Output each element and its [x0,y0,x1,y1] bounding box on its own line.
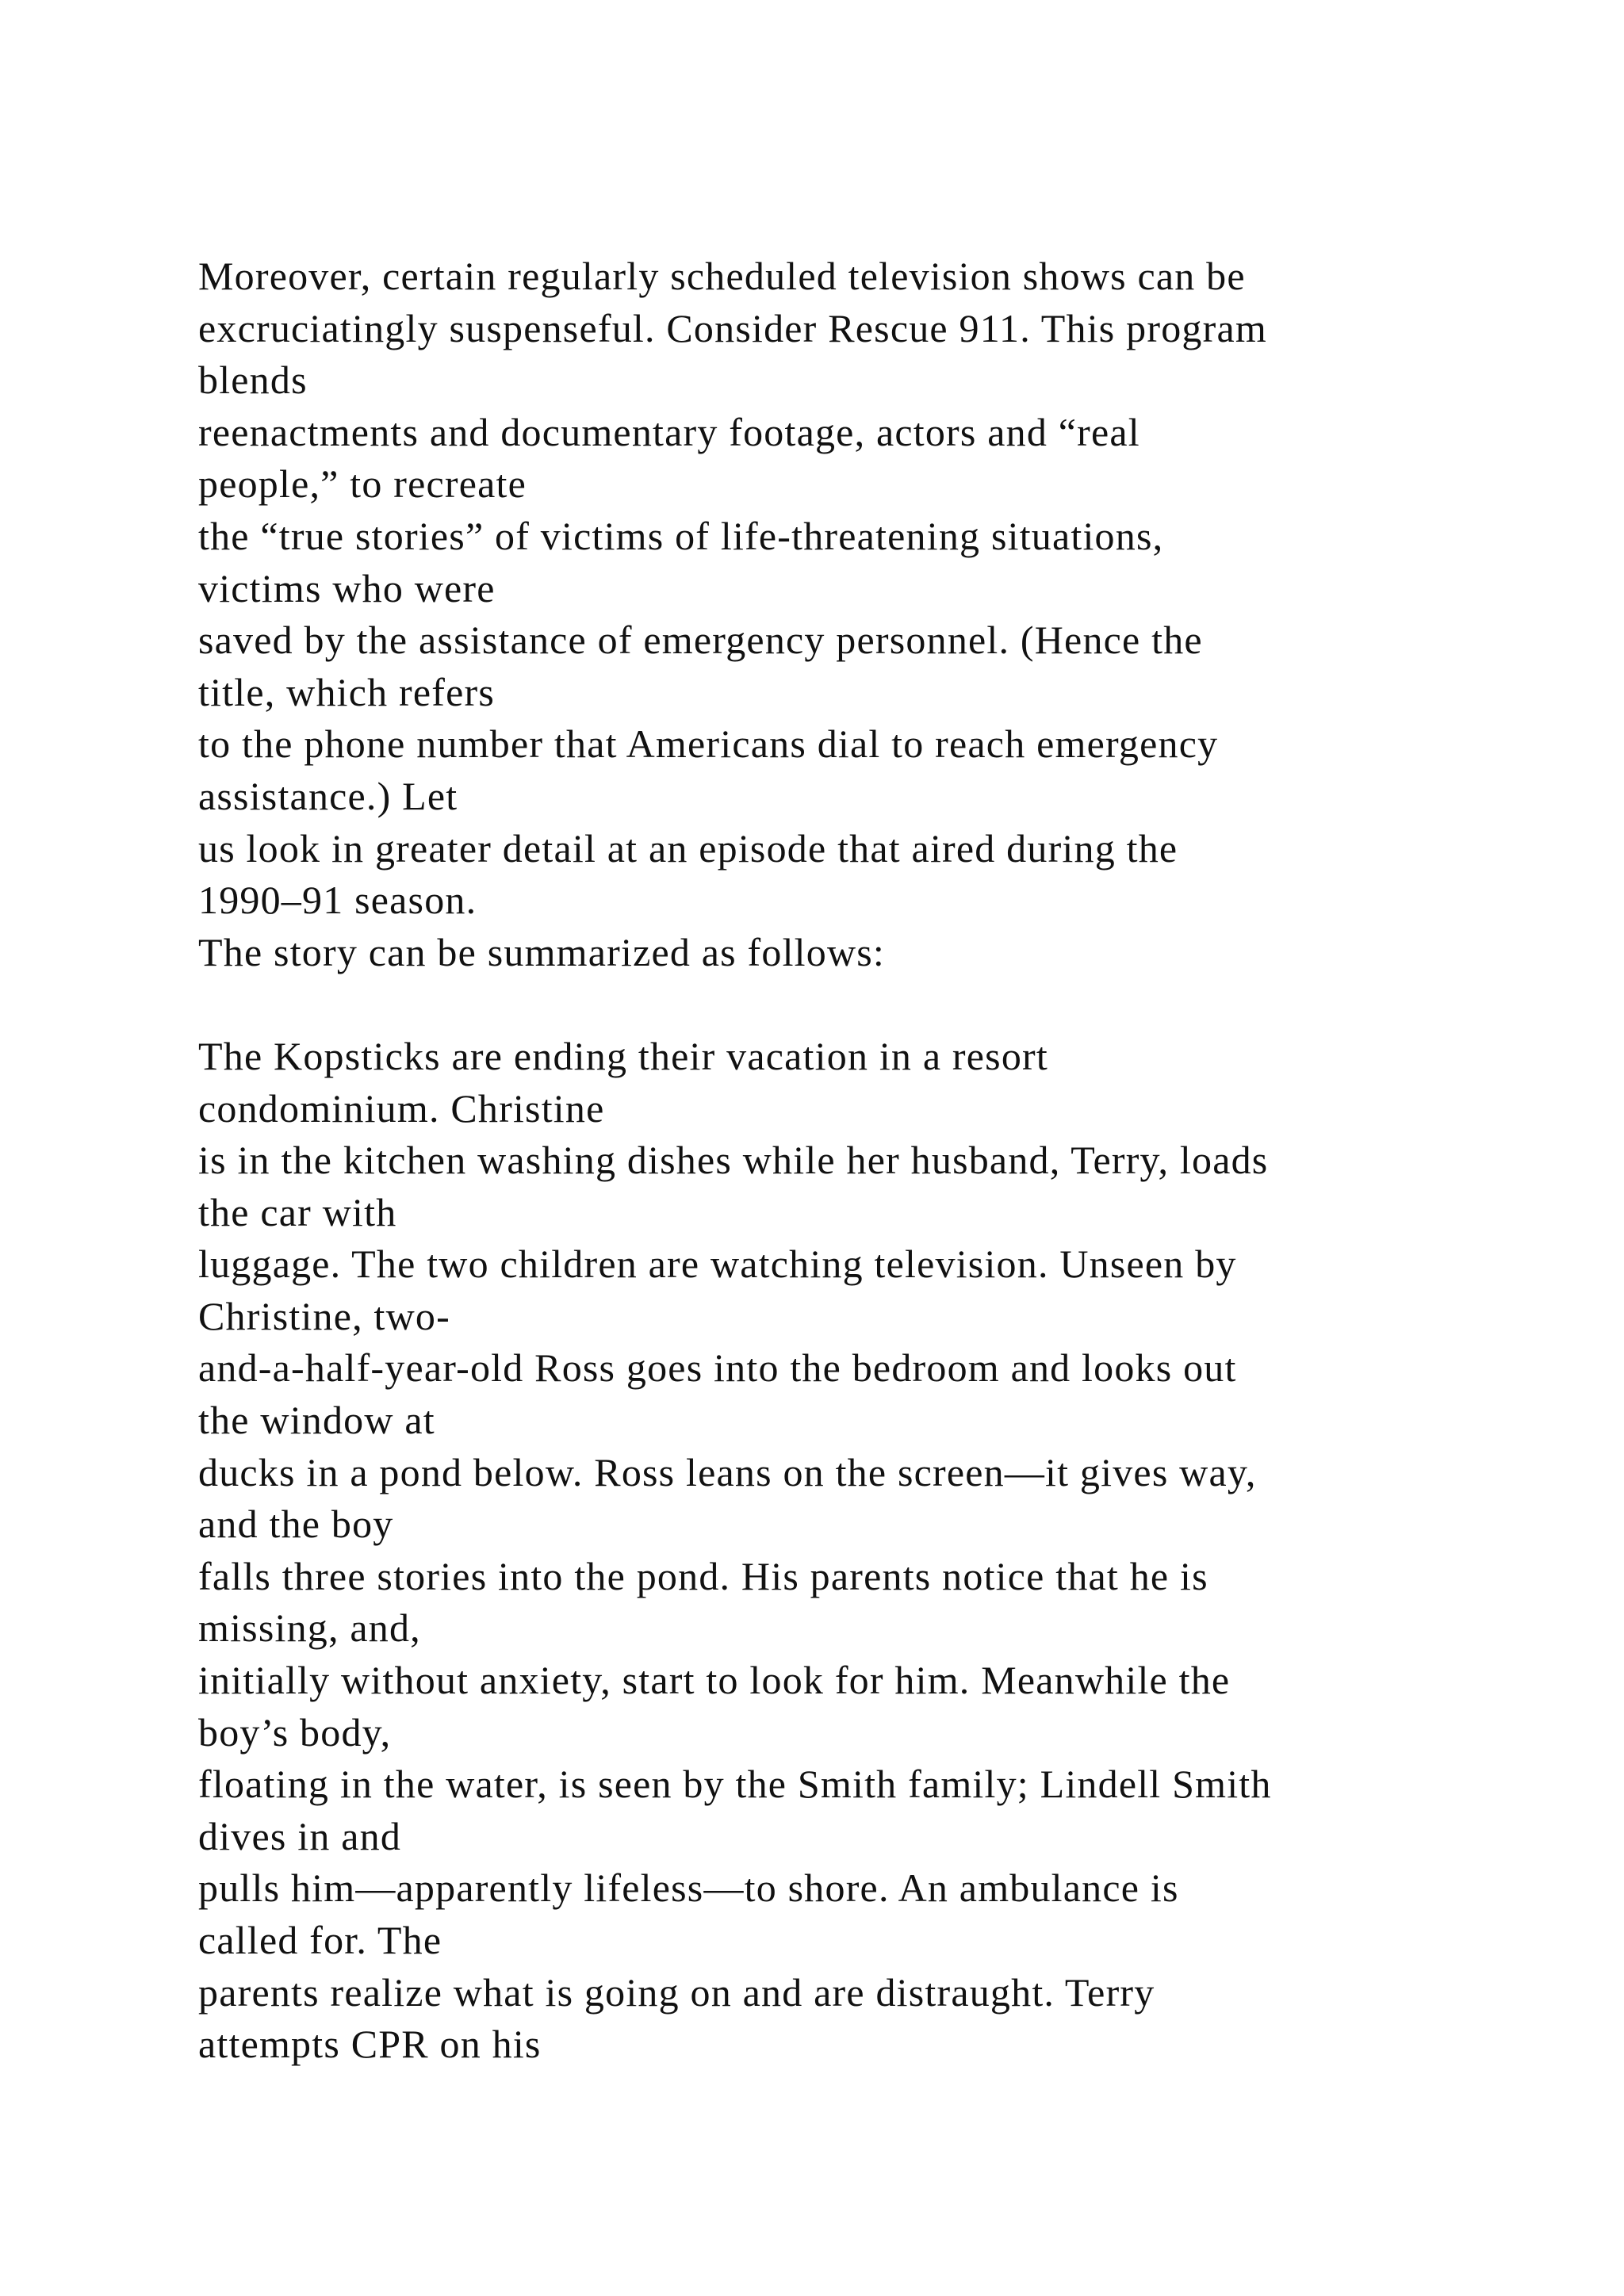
text-line: us look in greater detail at an episode that aired during the [198,825,1178,871]
paragraph-1 [198,251,1515,978]
text-line: people,” to recreate [198,461,527,507]
text-line: ducks in a pond below. Ross leans on the screen—it gives way, [198,1449,1257,1494]
text-line: assistance.) Let [198,773,458,818]
text-line: luggage. The two children are watching television. Unseen by [198,1242,1237,1287]
text-line: called for. The [198,1918,442,1962]
text-line: The Kopsticks are ending their vacation in a resort [198,1033,1048,1078]
text-line: and-a-half-year-old Ross goes into the bedroom and looks out [198,1345,1237,1391]
text-line: The story can be summarized as follows: [198,929,886,974]
text-line: is in the kitchen washing dishes while her husband, Terry, loads [198,1138,1269,1183]
text-line: the window at [198,1398,435,1443]
text-line: reenactments and documentary footage, actors and “real [198,409,1140,454]
text-line: to the phone number that Americans dial to reach emergency [198,721,1219,767]
text-line: the car with [198,1189,397,1234]
text-line: and the boy [198,1502,394,1547]
paragraph-gap [198,978,1515,1031]
text-line: Moreover, certain regularly scheduled television shows can be [198,254,1246,298]
text-line: missing, and, [198,1605,421,1651]
text-line: condominium. Christine [198,1085,605,1131]
text-line: falls three stories into the pond. His parents notice that he is [198,1553,1208,1598]
text-line: floating in the water, is seen by the Smith family; Lindell Smith [198,1762,1272,1807]
document-text [198,251,1515,2071]
text-line: initially without anxiety, start to look for him. Meanwhile the [198,1658,1231,1703]
text-line: 1990–91 season. [198,878,477,923]
text-line: parents realize what is going on and are distraught. Terry [198,1969,1155,2015]
text-line: excruciatingly suspenseful. Consider Rescue 911. This program [198,305,1267,350]
text-line: boy’s body, [198,1709,392,1755]
paragraph-2 [198,1031,1515,2071]
text-line: victims who were [198,565,496,610]
text-line: attempts CPR on his [198,2022,542,2067]
text-line: blends [198,358,308,403]
text-line: title, which refers [198,669,496,714]
text-line: the “true stories” of victims of life-threatening situations, [198,513,1164,558]
text-line: Christine, two- [198,1293,450,1338]
text-line: saved by the assistance of emergency personnel. (Hence the [198,618,1203,663]
text-line: dives in and [198,1813,402,1858]
text-line: pulls him—apparently lifeless—to shore. An ambulance is [198,1866,1179,1911]
